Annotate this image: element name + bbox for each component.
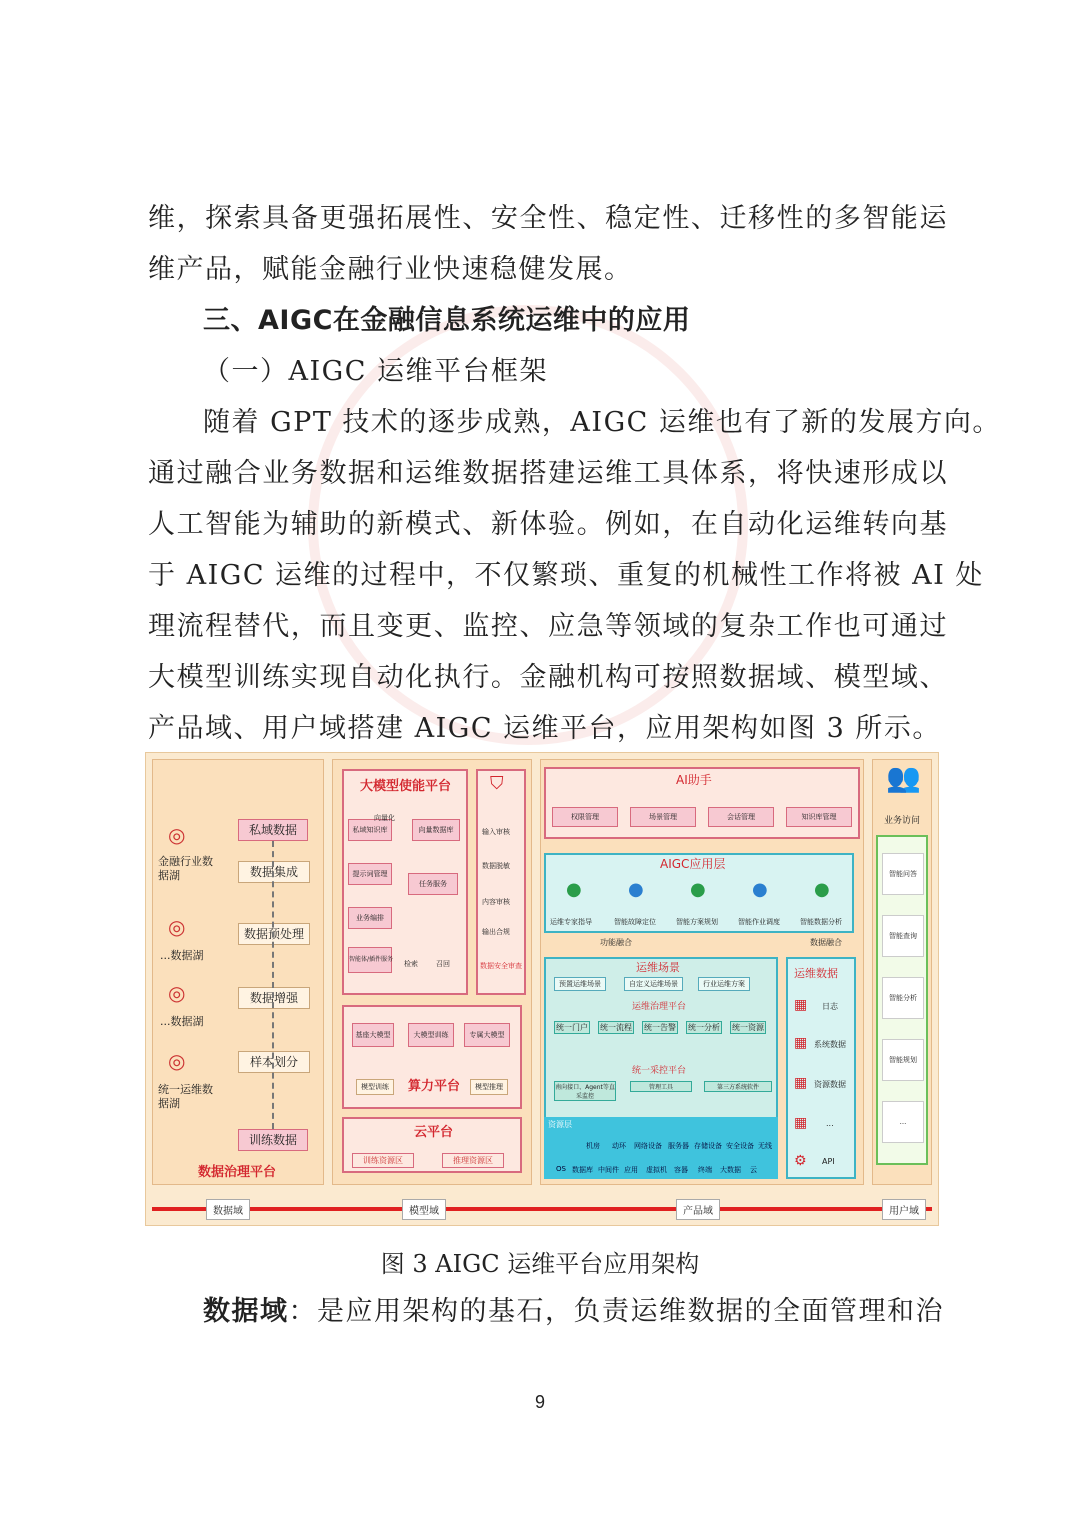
collect-title: 统一采控平台 xyxy=(632,1066,687,1076)
enable-item: 提示词管理 xyxy=(348,863,392,885)
resource-item: 应用 xyxy=(624,1166,638,1174)
domain-label: 用户域 xyxy=(882,1199,926,1220)
compute-item: 模型推理 xyxy=(470,1079,508,1095)
domain-label: 产品域 xyxy=(676,1199,720,1220)
collect-item: 管理工具 xyxy=(630,1081,692,1092)
app-icon: ● xyxy=(566,879,582,900)
resource-item: 存储设备 xyxy=(694,1142,722,1150)
paragraph-2-line-7: 产品域、用户域搭建 AIGC 运维平台，应用架构如图 3 所示。 xyxy=(148,713,941,744)
resource-item: 服务器 xyxy=(668,1142,689,1150)
page-number: 9 xyxy=(534,1392,545,1412)
gov-item: 统一分析 xyxy=(688,1023,720,1032)
figure-caption: 图 3 AIGC 运维平台应用架构 xyxy=(380,1250,700,1278)
app-icon: ● xyxy=(628,879,644,900)
domain-label: 数据域 xyxy=(206,1199,250,1220)
gov-item: 统一门户 xyxy=(556,1023,588,1032)
user-item: 智能问答 xyxy=(882,853,924,895)
step-training-data: 训练数据 xyxy=(238,1129,308,1149)
app-label: 智能数据分析 xyxy=(800,918,842,926)
security-item: 数据安全审查 xyxy=(480,962,522,970)
paragraph-2-line-2: 通过融合业务数据和运维数据搭建运维工具体系，将快速形成以 xyxy=(148,458,948,489)
security-item: 内容审核 xyxy=(482,898,510,906)
user-item: 智能分析 xyxy=(882,977,924,1019)
user-title: 业务访问 xyxy=(884,816,921,826)
func-merge-label: 功能融合 xyxy=(600,938,632,947)
paragraph-2-line-5: 理流程替代，而且变更、监控、应急等领域的复杂工作也可通过 xyxy=(148,611,948,642)
ops-data-item: 资源数据 xyxy=(814,1080,846,1089)
architecture-figure xyxy=(145,752,939,1226)
security-item: 输出合规 xyxy=(482,928,510,936)
resource-item: 容器 xyxy=(674,1166,688,1174)
cloud-item: 训练资源区 xyxy=(352,1153,414,1168)
resource-item: OS xyxy=(556,1165,566,1173)
app-icon: ● xyxy=(690,879,706,900)
app-icon: ● xyxy=(752,879,768,900)
paragraph-1-line-1: 维，探索具备更强拓展性、安全性、稳定性、迁移性的多智能运 xyxy=(148,203,948,234)
paragraph-2-line-4: 于 AIGC 运维的过程中，不仅繁琐、重复的机械性工作将被 AI 处 xyxy=(148,560,984,591)
app-label: 运维专家指导 xyxy=(550,918,592,926)
resource-item: 无线 xyxy=(758,1142,772,1150)
gov-item: 统一告警 xyxy=(644,1023,676,1032)
ops-data-item: 日志 xyxy=(822,1002,838,1011)
lake-label: ...数据湖 xyxy=(160,949,204,962)
scene-item: 行业运维方案 xyxy=(698,977,750,991)
domain-label: 模型域 xyxy=(402,1199,446,1220)
assistant-item: 场景管理 xyxy=(630,807,696,827)
scene-title: 运维场景 xyxy=(636,961,680,974)
lake-label: 统一运维数据湖 xyxy=(158,1083,213,1110)
enable-item: 召回 xyxy=(436,960,450,968)
lake-label: ...数据湖 xyxy=(160,1015,204,1028)
gov-item: 统一流程 xyxy=(600,1023,632,1032)
paragraph-2-line-1: 随着 GPT 技术的逐步成熟，AIGC 运维也有了新的发展方向。 xyxy=(203,407,1001,438)
flow-line xyxy=(272,841,274,1129)
lake-icon: ◎ xyxy=(168,1049,186,1073)
subsection-heading: （一）AIGC 运维平台框架 xyxy=(203,356,548,387)
enable-platform-title: 大模型使能平台 xyxy=(360,779,452,794)
collect-item: 第三方系统软件 xyxy=(704,1081,772,1092)
assistant-title: AI助手 xyxy=(676,773,712,787)
users-icon: 👥 xyxy=(886,761,921,794)
resource-item: 大数据 xyxy=(720,1166,741,1174)
resource-item: 云 xyxy=(750,1166,757,1174)
compute-title: 算力平台 xyxy=(408,1079,461,1094)
user-item: ... xyxy=(882,1101,924,1143)
resource-title: 资源层 xyxy=(548,1120,572,1129)
resource-item: 终端 xyxy=(698,1166,712,1174)
lake-label: 金融行业数据湖 xyxy=(158,855,213,882)
app-layer-title: AIGC应用层 xyxy=(660,857,726,871)
app-label: 智能故障定位 xyxy=(614,918,656,926)
ops-data-box xyxy=(786,957,856,1179)
model-item: 基座大模型 xyxy=(352,1023,394,1047)
enable-item: 向量数据库 xyxy=(412,819,460,841)
resource-item: 虚拟机 xyxy=(646,1166,667,1174)
step-data-integration: 数据集成 xyxy=(238,861,310,883)
ops-data-title: 运维数据 xyxy=(794,967,838,980)
data-merge-label: 数据融合 xyxy=(810,938,842,947)
security-item: 数据脱敏 xyxy=(482,862,510,870)
gov-title: 运维治理平台 xyxy=(632,1002,687,1012)
enable-item: 私域知识库 xyxy=(348,819,392,841)
bottom-bar xyxy=(152,1199,932,1219)
lake-icon: ◎ xyxy=(168,823,186,847)
resource-item: 动环 xyxy=(612,1142,626,1150)
collect-item: 南向接口、Agent等直采监控 xyxy=(554,1081,616,1101)
data-governance-title: 数据治理平台 xyxy=(198,1165,277,1180)
step-private-data: 私域数据 xyxy=(238,819,308,839)
paragraph-1-line-2: 维产品，赋能金融行业快速稳健发展。 xyxy=(148,254,633,285)
scene-item: 预置运维场景 xyxy=(554,977,606,991)
data-icon: ▦ xyxy=(794,997,808,1013)
paragraph-2-line-3: 人工智能为辅助的新模式、新体验。例如，在自动化运维转向基 xyxy=(148,509,948,540)
paragraph-3-text: ：是应用架构的基石，负责运维数据的全面管理和治 xyxy=(288,1296,944,1327)
data-icon: ▦ xyxy=(794,1035,808,1051)
model-item: 大模型训练 xyxy=(408,1023,454,1047)
section-heading: 三、AIGC在金融信息系统运维中的应用 xyxy=(203,305,691,336)
resource-item: 数据库 xyxy=(572,1166,593,1174)
step-preprocessing: 数据预处理 xyxy=(238,923,310,945)
paragraph-2-line-6: 大模型训练实现自动化执行。金融机构可按照数据域、模型域、 xyxy=(148,662,948,693)
paragraph-3-bold: 数据域 xyxy=(203,1296,289,1327)
data-icon: ▦ xyxy=(794,1075,808,1091)
cloud-title: 云平台 xyxy=(414,1125,454,1140)
cloud-item: 推理资源区 xyxy=(442,1153,504,1168)
paragraph-3 xyxy=(203,1292,948,1332)
resource-item: 机房 xyxy=(586,1142,600,1150)
lake-icon: ◎ xyxy=(168,915,186,939)
assistant-item: 权限管理 xyxy=(552,807,618,827)
app-icon: ● xyxy=(814,879,830,900)
ops-data-item: 系统数据 xyxy=(814,1040,846,1049)
assistant-item: 知识库管理 xyxy=(786,807,852,827)
assistant-item: 会话管理 xyxy=(708,807,774,827)
security-item: 输入审核 xyxy=(482,828,510,836)
enable-item: 智能体/插件服务 xyxy=(348,947,392,973)
enable-item: 向量化 xyxy=(374,814,395,822)
ops-data-item: ... xyxy=(826,1119,834,1128)
app-label: 智能方案规划 xyxy=(676,918,718,926)
shield-icon: ⛉ xyxy=(490,773,504,794)
enable-item: 检索 xyxy=(404,960,418,968)
resource-item: 中间件 xyxy=(598,1166,619,1174)
step-augmentation: 数据增强 xyxy=(238,987,310,1009)
ops-data-item: API xyxy=(822,1157,835,1166)
enable-item: 任务服务 xyxy=(408,873,458,895)
user-item: 智能查询 xyxy=(882,915,924,957)
data-icon: ▦ xyxy=(794,1115,808,1131)
resource-item: 网络设备 xyxy=(634,1142,662,1150)
app-label: 智能作业调度 xyxy=(738,918,780,926)
compute-item: 模型训练 xyxy=(356,1079,394,1095)
gov-item: 统一资源 xyxy=(732,1023,764,1032)
step-sample-split: 样本划分 xyxy=(238,1051,310,1073)
lake-icon: ◎ xyxy=(168,981,186,1005)
scene-item: 自定义运维场景 xyxy=(624,977,683,991)
resource-item: 安全设备 xyxy=(726,1142,754,1150)
enable-item: 业务编排 xyxy=(348,907,392,929)
model-item: 专属大模型 xyxy=(464,1023,510,1047)
gear-icon: ⚙ xyxy=(794,1153,807,1169)
user-item: 智能规划 xyxy=(882,1039,924,1081)
